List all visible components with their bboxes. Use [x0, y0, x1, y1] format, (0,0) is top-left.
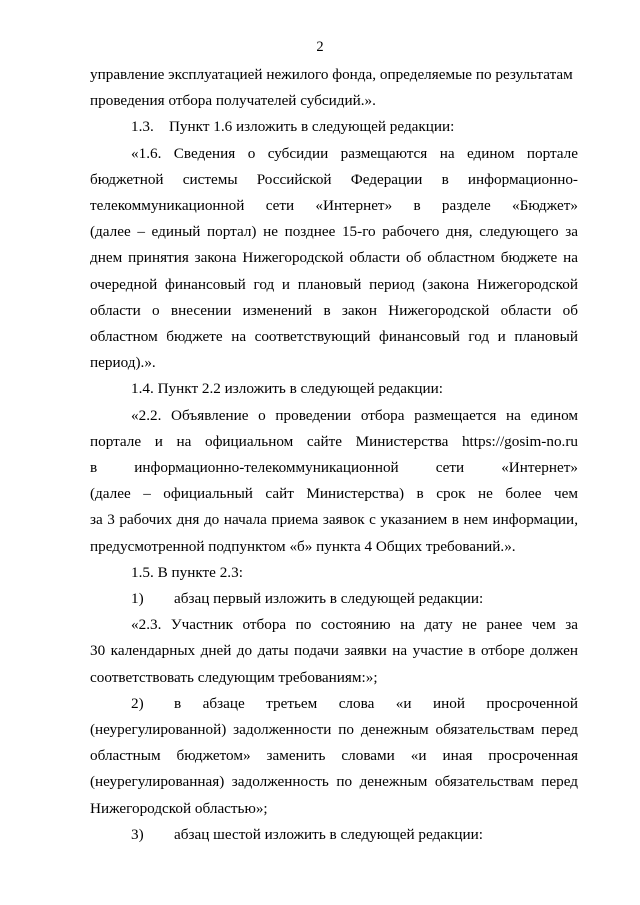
text-line: областном бюджете на соответствующий финансовый год и плановый	[90, 328, 578, 346]
document-body	[90, 62, 578, 848]
page-number: 2	[316, 39, 324, 55]
word: в	[90, 459, 98, 477]
text-line: (далее – единый портал) не позднее 15-го рабочего дня, следующего за	[90, 223, 578, 241]
text-line: портале и на официальном сайте Министерства https://gosim-no.ru	[90, 432, 578, 450]
word: «Интернет»	[315, 197, 393, 215]
text-line-spread	[90, 167, 578, 193]
word: информационно-	[467, 170, 578, 188]
word: иной	[432, 694, 465, 712]
list-item	[90, 586, 578, 612]
text-line-spread	[90, 193, 578, 219]
text-line-content: управление эксплуатацией нежилого фонда, определяемые по результатам	[90, 66, 573, 83]
word: бюджетной	[90, 170, 164, 188]
word: просроченной	[486, 694, 578, 712]
word: системы	[182, 170, 238, 188]
word: в	[174, 694, 182, 712]
text-line: предусмотренной подпунктом «б» пункта 4 Общих требований.».	[90, 537, 516, 555]
text-line: соответствовать следующим требованиям:»;	[90, 668, 378, 686]
text-line: «2.3. Участник отбора по состоянию на дату не ранее чем за	[131, 616, 578, 634]
list-item-number: 3)	[131, 825, 144, 843]
text-line: период).».	[90, 354, 156, 372]
list-item	[90, 822, 578, 848]
text-line: (далее – официальный сайт Министерства) в срок не более чем	[90, 485, 578, 503]
text-line: Нижегородской областью»;	[90, 799, 268, 817]
text-line: «1.6. Сведения о субсидии размещаются на едином портале	[131, 144, 578, 162]
word: разделе	[441, 197, 491, 215]
word: сети	[435, 459, 465, 477]
text-line: днем принятия закона Нижегородской области об областном бюджете на	[90, 249, 578, 267]
list-item-number: 1)	[131, 590, 144, 608]
text-line: (неурегулированной) задолженности по денежным обязательствам перед	[90, 721, 578, 739]
list-item-text: абзац первый изложить в следующей редакции:	[174, 590, 484, 608]
word: сети	[265, 197, 295, 215]
list-item	[90, 691, 578, 717]
word: абзаце	[202, 694, 245, 712]
word: Российской	[256, 170, 332, 188]
word: «Интернет»	[501, 459, 578, 477]
text-line: за 3 рабочих дня до начала приема заявок с указанием в нем информации,	[90, 511, 578, 529]
text-line: «2.2. Объявление о проведении отбора размещается на едином	[131, 406, 578, 424]
clause-1-3: 1.3. Пункт 1.6 изложить в следующей редакции:	[131, 118, 455, 136]
word: слова	[338, 694, 375, 712]
word: «и	[395, 694, 412, 712]
text-line-spread	[90, 455, 578, 481]
list-item-text: абзац шестой изложить в следующей редакции:	[174, 825, 483, 843]
list-item-text	[174, 691, 578, 717]
text-line: очередной финансовый год и плановый период (закона Нижегородской	[90, 275, 578, 293]
word: «Бюджет»	[512, 197, 578, 215]
word: третьем	[266, 694, 318, 712]
text-line: проведения отбора получателей субсидий.».	[90, 92, 376, 110]
text-line: областным бюджетом» заменить словами «и иная просроченная	[90, 747, 578, 765]
text-line	[90, 62, 578, 88]
word: Федерации	[350, 170, 423, 188]
word: в	[441, 170, 449, 188]
list-item-number: 2)	[131, 694, 144, 712]
word: информационно-телекоммуникационной	[134, 459, 399, 477]
word: в	[413, 197, 421, 215]
text-line: области о внесении изменений в закон Нижегородской области об	[90, 301, 578, 319]
text-line: 30 календарных дней до даты подачи заявки на участие в отборе должен	[90, 642, 578, 660]
clause-1-5: 1.5. В пункте 2.3:	[131, 563, 243, 581]
word: телекоммуникационной	[90, 197, 245, 215]
text-line: (неурегулированная) задолженность по денежным обязательствам перед	[90, 773, 578, 791]
clause-1-4: 1.4. Пункт 2.2 изложить в следующей редакции:	[131, 380, 444, 398]
